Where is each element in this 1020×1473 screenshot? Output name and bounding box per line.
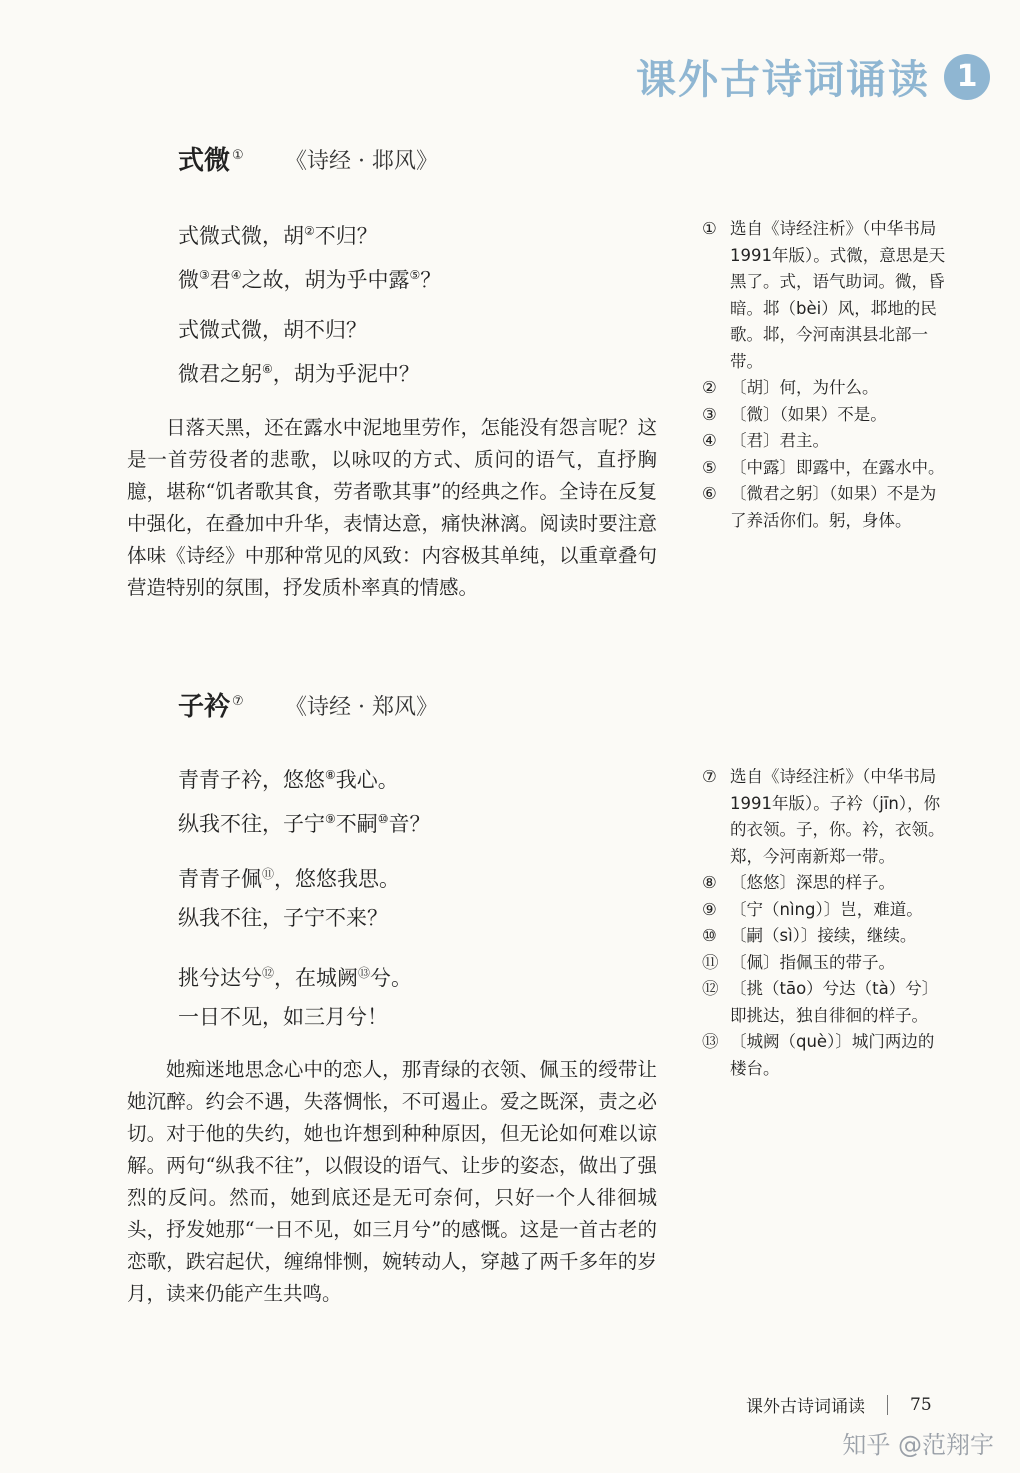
poem1-stanza1	[178, 212, 441, 300]
poem2-notes	[702, 764, 950, 1082]
footer-divider	[887, 1395, 888, 1415]
section-badge: 1	[944, 54, 990, 100]
verse-line: 一日不见，如三月兮！	[178, 1005, 388, 1029]
verse-line: 式微式微，胡不归？	[178, 318, 367, 342]
poem2-commentary: 她痴迷地思念心中的恋人，那青绿的衣领、佩玉的绶带让她沉醉。约会不遇，失落惆怅，不可遏止。爱之既深，责之必切。对于他的失约，她也许想到种种原因，但无论如何难以谅解。两句“纵我不往”，以假设的语气、让步的姿态，做出了强烈的反问。然而，她到底还是无可奈何，只好一个人徘徊城头，抒发她那“一日不见，如三月兮”的感慨。这是一首古老的恋歌，跌宕起伏，缠绵悱恻，婉转动人，穿越了两千多年的岁月，读来仍能产生共鸣。	[127, 1058, 657, 1305]
footnote: ① 选自《诗经注析》（中华书局1991年版）。式微，意思是天黑了。式，语气助词。微，昏暗。邶（bèi）风，邶地的民歌。邶，今河南淇县北部一带。	[702, 219, 946, 371]
poem2-source: 《诗经 · 郑风》	[285, 695, 438, 720]
footer-section: 课外古诗词诵读	[746, 1397, 865, 1417]
poem2-stanza1	[178, 756, 431, 844]
verse-line: 挑兮达兮⑫，在城阙⑬兮。	[178, 966, 413, 990]
poem2-title-text: 子衿	[178, 692, 231, 722]
poem1-title	[178, 140, 244, 177]
section-title: 课外古诗词诵读	[636, 57, 930, 103]
note-mark: ①	[232, 148, 244, 164]
poem2-stanza3	[178, 954, 412, 1037]
footnote: ⑥ 〔微君之躬〕（如果）不是为了养活你们。躬，身体。	[702, 484, 937, 530]
footnote: ⑤ 〔中露〕即露中，在露水中。	[702, 457, 945, 477]
verse-line: 式微式微，胡②不归？	[178, 224, 378, 248]
page-header	[636, 48, 990, 105]
page-number: 75	[910, 1394, 932, 1415]
footnote: ⑦ 选自《诗经注析》（中华书局1991年版）。子衿（jīn），你的衣领。子，你。衿，衣领。郑，今河南新郑一带。	[702, 767, 945, 866]
verse-line: 微君之躬⑥，胡为乎泥中？	[178, 362, 420, 386]
verse-line: 纵我不往，子宁⑨不嗣⑩音？	[178, 812, 431, 836]
footnote: ⑪ 〔佩〕指佩玉的带子。	[702, 952, 895, 972]
verse-line: 微③君④之故，胡为乎中露⑤？	[178, 268, 442, 292]
note-mark: ⑦	[232, 694, 244, 710]
poem2-title	[178, 686, 244, 723]
poem1-notes	[702, 216, 950, 534]
poem2-stanza2	[178, 855, 400, 938]
poem1-stanza2	[178, 311, 420, 394]
poem1-title-text: 式微	[178, 146, 231, 176]
footnote: ⑧ 〔悠悠〕深思的样子。	[702, 873, 895, 892]
page-footer	[746, 1392, 932, 1417]
footnote: ⑬ 〔城阙（què）〕城门两边的楼台。	[702, 1032, 935, 1078]
footnote: ③ 〔微〕（如果）不是。	[702, 404, 887, 424]
verse-line: 青青子佩⑪，悠悠我思。	[178, 867, 401, 891]
footnote: ② 〔胡〕何，为什么。	[702, 378, 879, 397]
verse-line: 纵我不往，子宁不来？	[178, 906, 388, 930]
footnote: ④ 〔君〕君主。	[702, 431, 829, 450]
footnote: ⑨ 〔宁（nìng）〕岂，难道。	[702, 899, 923, 919]
footnote: ⑫ 〔挑（tāo）兮达（tà）兮〕即挑达，独自徘徊的样子。	[702, 979, 939, 1025]
footnote: ⑩ 〔嗣（sì）〕接续，继续。	[702, 926, 917, 945]
poem1-commentary: 日落天黑，还在露水中泥地里劳作，怎能没有怨言呢？这是一首劳役者的悲歌，以咏叹的方式、质问的语气，直抒胸臆，堪称“饥者歌其食，劳者歌其事”的经典之作。全诗在反复中强化，在叠加中升华，表情达意，痛快淋漓。阅读时要注意体味《诗经》中那种常见的风致：内容极其单纯，以重章叠句营造特别的氛围，抒发质朴率真的情感。	[127, 416, 657, 599]
poem1-source: 《诗经 · 邶风》	[285, 149, 438, 174]
watermark: 知乎 @范翔宇	[842, 1431, 994, 1459]
verse-line: 青青子衿，悠悠⑧我心。	[178, 768, 399, 792]
